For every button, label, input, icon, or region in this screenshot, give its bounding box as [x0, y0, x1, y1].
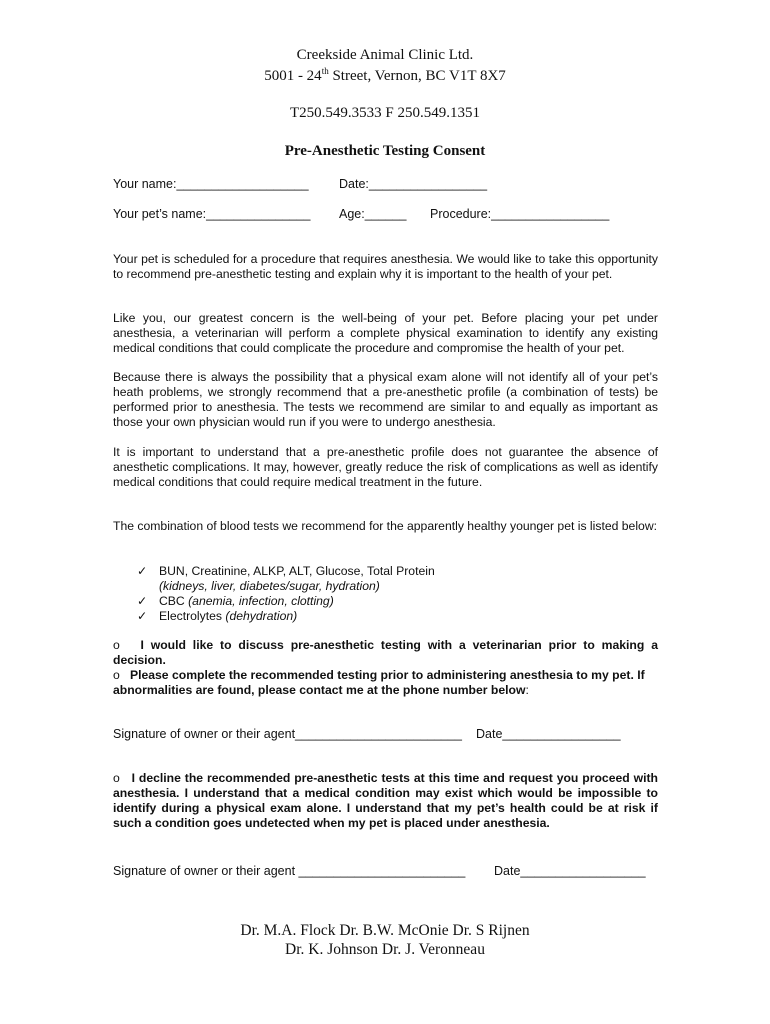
option-decline[interactable]: o I decline the recommended pre-anesthetic tests at this time and request you proceed with anesthesia. I understand that a medical condition may exist which would be impossible to identify during a physical exam alone. I understand that my pet’s health could be at risk if such a condition goes undetected when my pet is placed under anesthesia.: [113, 771, 658, 830]
list-item: BUN, Creatinine, ALKP, ALT, Glucose, Total Protein (kidneys, liver, diabetes/sugar, hydration): [159, 564, 435, 593]
signature-date-field-2[interactable]: Date__________________: [494, 864, 646, 878]
age-field[interactable]: Age:______: [339, 207, 407, 221]
paragraph-guarantee: It is important to understand that a pre-anesthetic profile does not guarantee the absence of anesthetic complications. It may, however, greatly reduce the risk of complications as well as identify medical conditions that could require medical treatment in the future.: [113, 445, 658, 489]
pet-name-field[interactable]: Your pet’s name:_______________: [113, 207, 311, 221]
radio-bullet-icon[interactable]: o: [113, 638, 120, 652]
option-discuss[interactable]: o I would like to discuss pre-anesthetic testing with a veterinarian prior to making a decision.: [113, 638, 658, 667]
check-icon: ✓: [137, 609, 148, 623]
page-title: Pre-Anesthetic Testing Consent: [284, 143, 486, 159]
list-item: CBC (anemia, infection, clotting): [159, 594, 334, 608]
paragraph-combination: The combination of blood tests we recommend for the apparently healthy younger pet is listed below:: [113, 519, 658, 533]
paragraph-tests-reason: Because there is always the possibility that a physical exam alone will not identify all of your pet’s heath problems, we strongly recommend that a pre-anesthetic profile (a combination of tests) be performed prior to anesthesia. The tests we recommend are similar to and equally as important as those your own physician would run if you were to undergo anesthesia.: [113, 370, 658, 429]
clinic-phones: T250.549.3533 F 250.549.1351: [289, 105, 480, 121]
your-name-field[interactable]: Your name:___________________: [113, 177, 309, 191]
option-complete[interactable]: o Please complete the recommended testing prior to administering anesthesia to my pet. If abnormalities are found, please contact me at the phone number below:: [113, 668, 645, 697]
signature-date-field-1[interactable]: Date_________________: [476, 727, 621, 741]
check-icon: ✓: [137, 564, 148, 578]
doctors-line-1: Dr. M.A. Flock Dr. B.W. McOnie Dr. S Rijnen: [240, 922, 530, 939]
check-icon: ✓: [137, 594, 148, 608]
paragraph-concern: Like you, our greatest concern is the well-being of your pet. Before placing your pet under anesthesia, a veterinarian will perform a complete physical examination to identify any existing medical conditions that could complicate the procedure and compromise the health of your pet.: [113, 311, 658, 355]
paragraph-intro: Your pet is scheduled for a procedure that requires anesthesia. We would like to take this opportunity to recommend pre-anesthetic testing and explain why it is important to the health of your pet.: [113, 252, 658, 281]
doctors-line-2: Dr. K. Johnson Dr. J. Veronneau: [285, 941, 485, 958]
radio-bullet-icon[interactable]: o: [113, 771, 120, 785]
list-item: Electrolytes (dehydration): [159, 609, 298, 623]
signature-field-2[interactable]: Signature of owner or their agent ________________________: [113, 864, 466, 878]
clinic-address: 5001 - 24th Street, Vernon, BC V1T 8X7: [264, 66, 506, 84]
radio-bullet-icon[interactable]: o: [113, 668, 120, 682]
signature-field-1[interactable]: Signature of owner or their agent________________________: [113, 727, 462, 741]
procedure-field[interactable]: Procedure:_________________: [430, 207, 610, 221]
clinic-name: Creekside Animal Clinic Ltd.: [296, 47, 474, 63]
date-field[interactable]: Date:_________________: [339, 177, 488, 191]
